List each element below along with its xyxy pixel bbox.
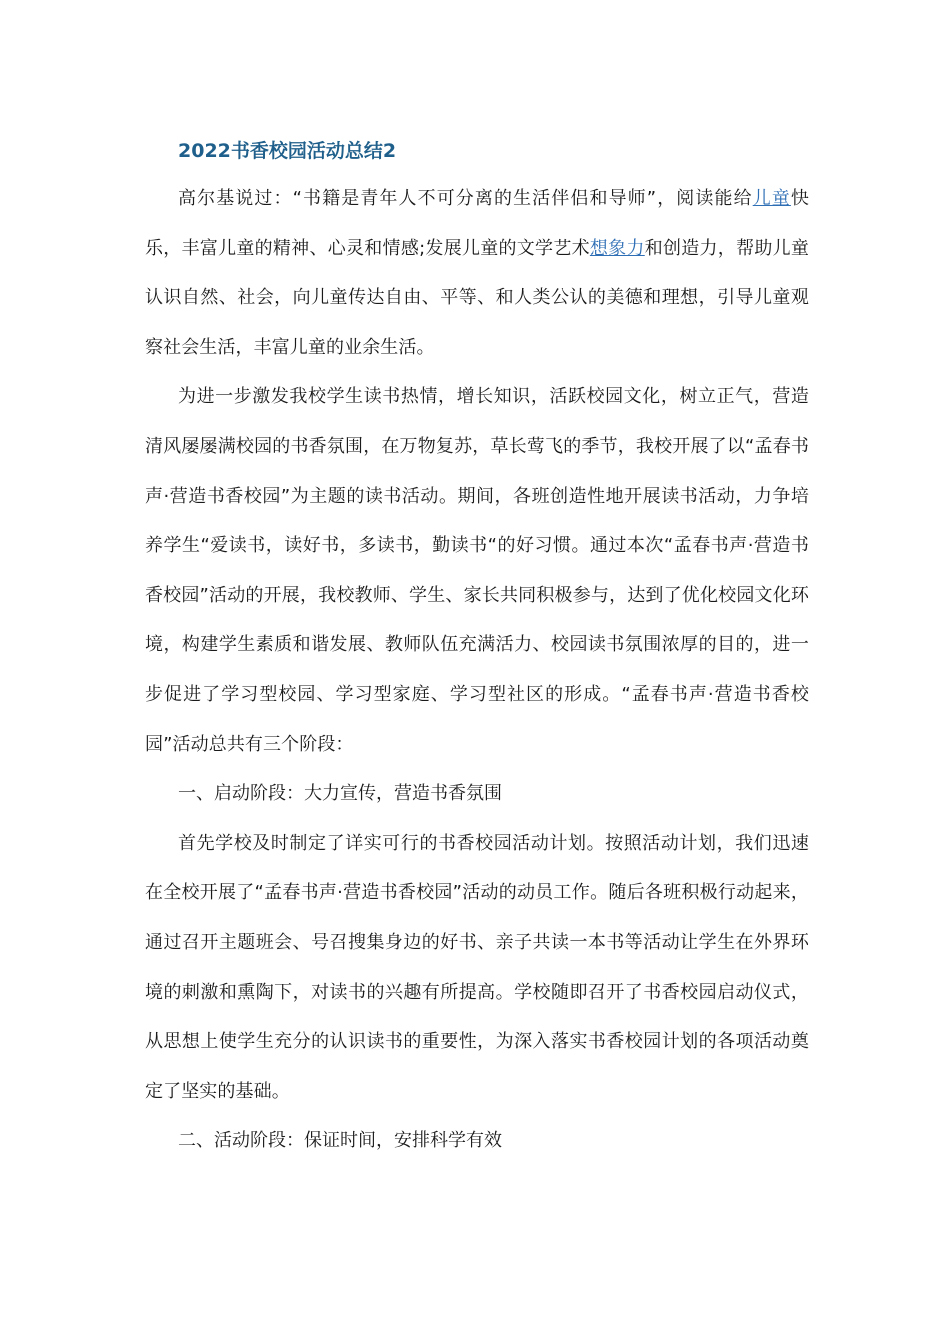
section-heading-launch: 一、启动阶段：大力宣传，营造书香氛围 — [178, 783, 502, 805]
intro-text-1: 高尔基说过：“书籍是青年人不可分离的生活伴侣和导师”，阅读能给 — [178, 188, 753, 209]
paragraph-launch-stage: 首先学校及时制定了详实可行的书香校园活动计划。按照活动计划，我们迅速在全校开展了“孟春书声·营造书香校园”活动的动员工作。随后各班积极行动起来，通过召开主题班会、号召搜集身边的好书、亲子共读一本书等活动让学生在外界环境的刺激和熏陶下，对读书的兴趣有所提高。学校随即召开了书香校园启动仪式，从思想上使学生充分的认识读书的重要性，为深入落实书香校园计划的各项活动奠定了坚实的基础。 — [145, 832, 809, 1102]
section-heading-activity: 二、活动阶段：保证时间，安排科学有效 — [178, 1130, 502, 1152]
document-page — [145, 128, 809, 1166]
link-children[interactable]: 儿童 — [752, 188, 791, 209]
paragraph-activity-overview: 为进一步激发我校学生读书热情，增长知识，活跃校园文化，树立正气，营造清风屡屡满校园的书香氛围，在万物复苏，草长莺飞的季节，我校开展了以“孟春书声·营造书香校园”为主题的读书活动。期间，各班创造性地开展读书活动，力争培养学生“爱读书，读好书，多读书，勤读书“的好习惯。通过本次“孟春书声·营造书香校园”活动的开展，我校教师、学生、家长共同积极参与，达到了优化校园文化环境，构建学生素质和谐发展、教师队伍充满活力、校园读书氛围浓厚的目的，进一步促进了学习型校园、学习型家庭、学习型社区的形成。“孟春书声·营造书香校园”活动总共有三个阶段： — [145, 386, 809, 755]
document-title: 2022书香校园活动总结2 — [178, 140, 397, 162]
link-imagination[interactable]: 想象力 — [589, 237, 645, 259]
paragraph-intro — [145, 174, 809, 372]
intro-text-2: 快乐，丰富儿童的精神、心灵和情感;发展儿童的文学艺术 — [145, 188, 810, 259]
intro-text-3: 和创造力，帮助儿童认识自然、社会，向儿童传达自由、平等、和人类公认的美德和理想，引导儿童观察社会生活，丰富儿童的业余生活。 — [145, 237, 810, 358]
